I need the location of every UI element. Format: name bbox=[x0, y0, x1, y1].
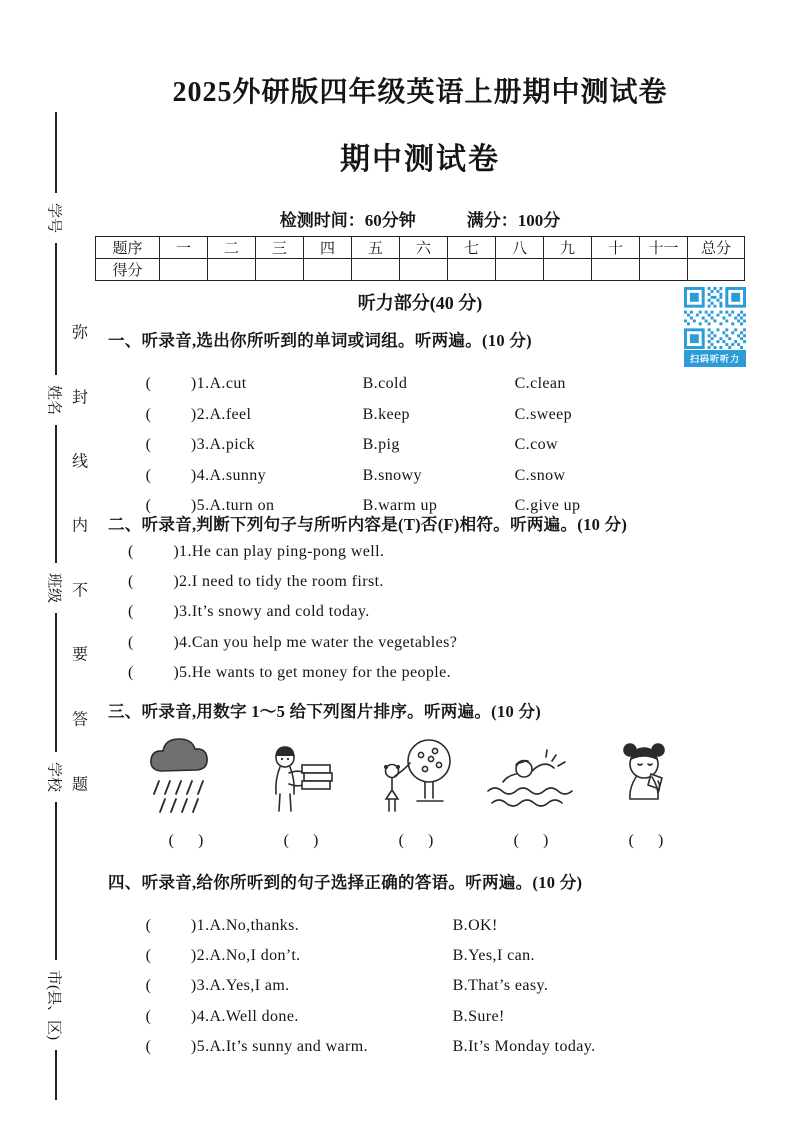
option-a: ( )4.A.sunny bbox=[145, 467, 267, 484]
option-a: ( )2.A.No,I don’t. bbox=[145, 947, 301, 964]
exam-info: 检测时间：60分钟 满分：100分 bbox=[279, 211, 561, 230]
score-header-cell: 四 bbox=[304, 237, 352, 259]
picture-rainy-weather bbox=[137, 731, 235, 823]
section-4-heading: 四、听录音,给你所听到的句子选择正确的答语。听两遍。(10 分) bbox=[108, 873, 583, 892]
option-b: B.cold bbox=[362, 375, 408, 392]
field-class-label: 班级 bbox=[45, 563, 66, 613]
score-header-cell: 九 bbox=[544, 237, 592, 259]
score-header-cell: 十 bbox=[592, 237, 640, 259]
score-cell-empty bbox=[400, 259, 448, 281]
score-cell-empty bbox=[256, 259, 304, 281]
option-a: ( )5.A.It’s sunny and warm. bbox=[145, 1038, 369, 1055]
score-header-cell: 五 bbox=[352, 237, 400, 259]
seal-char: 不 bbox=[71, 582, 89, 600]
seal-char: 答 bbox=[71, 711, 89, 729]
score-header-cell: 二 bbox=[208, 237, 256, 259]
picture-answer-paren: ( ) bbox=[168, 832, 204, 849]
option-a: ( )1.A.No,thanks. bbox=[145, 917, 300, 934]
option-b: B.warm up bbox=[362, 497, 438, 514]
section-4-item bbox=[128, 1020, 596, 1074]
option-a: ( )3.A.pick bbox=[145, 436, 255, 453]
score-cell-empty bbox=[352, 259, 400, 281]
score-header-cell: 六 bbox=[400, 237, 448, 259]
section-2-heading: 二、听录音,判断下列句子与所听内容是(T)否(F)相符。听两遍。(10 分) bbox=[108, 515, 628, 534]
option-b: B.snowy bbox=[362, 467, 422, 484]
score-header-cell: 八 bbox=[496, 237, 544, 259]
option-a: ( )3.A.Yes,I am. bbox=[145, 977, 290, 994]
option-b: B.pig bbox=[362, 436, 400, 453]
picture-answer-paren: ( ) bbox=[628, 832, 664, 849]
field-name-label: 姓名 bbox=[45, 375, 66, 425]
option-b: B.Sure! bbox=[452, 1008, 505, 1025]
score-table bbox=[95, 236, 745, 281]
option-c: C.snow bbox=[514, 467, 566, 484]
option-b: B.OK! bbox=[452, 917, 498, 934]
score-header-cell: 七 bbox=[448, 237, 496, 259]
seal-char: 题 bbox=[71, 776, 89, 794]
picture-answer-paren: ( ) bbox=[513, 832, 549, 849]
option-c: C.clean bbox=[514, 375, 566, 392]
qr-caption: 扫码听听力 bbox=[684, 350, 746, 367]
seal-char: 内 bbox=[71, 517, 89, 535]
score-header-cell: 十一 bbox=[640, 237, 688, 259]
option-c: C.cow bbox=[514, 436, 558, 453]
score-cell-empty bbox=[448, 259, 496, 281]
score-cell-empty bbox=[208, 259, 256, 281]
score-cell-empty bbox=[544, 259, 592, 281]
score-cell-empty bbox=[592, 259, 640, 281]
qr-code-icon bbox=[684, 287, 746, 349]
field-city-label: 市(县、区) bbox=[45, 960, 66, 1050]
option-b: B.It’s Monday today. bbox=[452, 1038, 596, 1055]
option-b: B.That’s easy. bbox=[452, 977, 549, 994]
option-b: B.keep bbox=[362, 406, 410, 423]
section-2-item: ( )4.Can you help me water the vegetables? bbox=[128, 634, 458, 651]
score-header-cell: 三 bbox=[256, 237, 304, 259]
section-2-item: ( )1.He can play ping-pong well. bbox=[128, 543, 385, 560]
picture-girl-picking-fruit bbox=[367, 731, 465, 823]
score-row-label: 得分 bbox=[96, 259, 160, 281]
score-table-score-row bbox=[96, 259, 745, 281]
seal-char: 封 bbox=[71, 389, 89, 407]
score-cell-empty bbox=[640, 259, 688, 281]
section-3-heading: 三、听录音,用数字 1～5 给下列图片排序。听两遍。(10 分) bbox=[108, 702, 542, 721]
option-a: ( )5.A.turn on bbox=[145, 497, 275, 514]
seal-char: 弥 bbox=[71, 324, 89, 342]
score-cell-empty bbox=[160, 259, 208, 281]
option-c: C.give up bbox=[514, 497, 581, 514]
score-cell-empty bbox=[304, 259, 352, 281]
picture-girl-drinking-water bbox=[597, 731, 695, 823]
field-student-number-label: 学号 bbox=[45, 193, 66, 243]
score-header-cell: 总分 bbox=[688, 237, 745, 259]
option-a: ( )4.A.Well done. bbox=[145, 1008, 299, 1025]
score-cell-empty bbox=[496, 259, 544, 281]
score-cell-empty bbox=[688, 259, 745, 281]
score-table-header-row bbox=[96, 237, 745, 259]
option-a: ( )1.A.cut bbox=[145, 375, 247, 392]
score-header-cell: 一 bbox=[160, 237, 208, 259]
option-b: B.Yes,I can. bbox=[452, 947, 535, 964]
picture-answer-paren: ( ) bbox=[283, 832, 319, 849]
paper-title: 2025外研版四年级英语上册期中测试卷 bbox=[172, 77, 668, 108]
section-1-heading: 一、听录音,选出你所听到的单词或词组。听两遍。(10 分) bbox=[108, 331, 532, 350]
section-2-item: ( )3.It’s snowy and cold today. bbox=[128, 603, 370, 620]
picture-child-swimming bbox=[482, 731, 580, 823]
listening-part-title: 听力部分(40 分) bbox=[357, 293, 483, 313]
picture-child-carrying-books bbox=[252, 731, 350, 823]
paper-subtitle: 期中测试卷 bbox=[340, 143, 500, 176]
option-a: ( )2.A.feel bbox=[145, 406, 252, 423]
section-2-item: ( )5.He wants to get money for the people. bbox=[128, 664, 452, 681]
option-c: C.sweep bbox=[514, 406, 573, 423]
section-2-item: ( )2.I need to tidy the room first. bbox=[128, 573, 384, 590]
score-header-cell: 题序 bbox=[96, 237, 160, 259]
picture-answer-paren: ( ) bbox=[398, 832, 434, 849]
field-school-label: 学校 bbox=[45, 752, 66, 802]
seal-char: 线 bbox=[71, 453, 89, 471]
seal-char: 要 bbox=[71, 646, 89, 664]
